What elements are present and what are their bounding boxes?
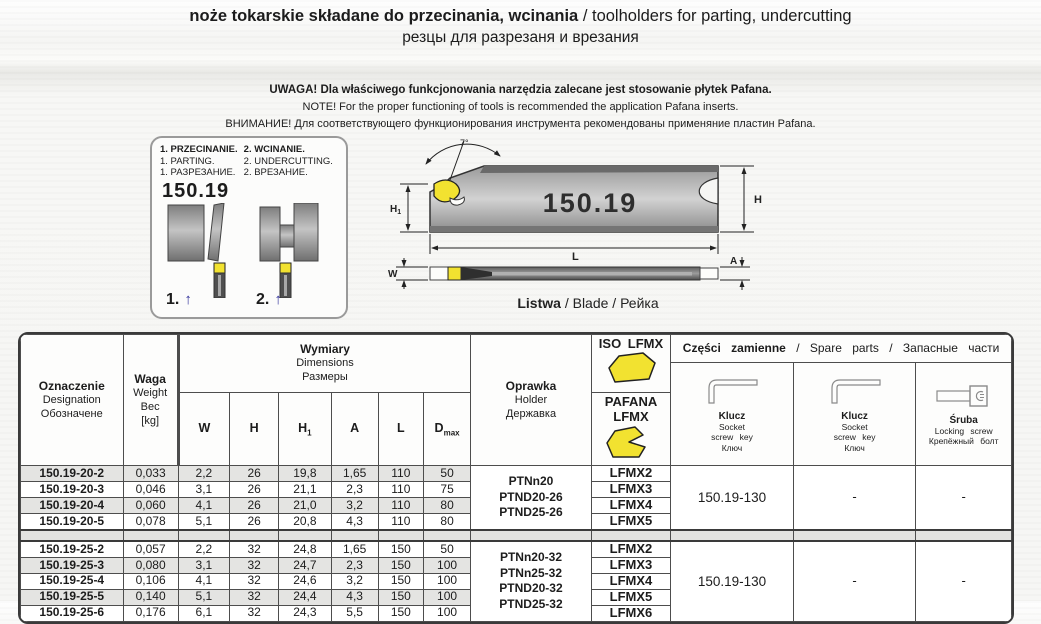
- operations-figure-box: [150, 136, 348, 319]
- operations-legend: [160, 144, 338, 179]
- blade-drawing-svg: [388, 136, 792, 324]
- designation-cell: 150.19-20-5: [21, 514, 124, 530]
- designation-cell: 150.19-25-3: [21, 557, 124, 573]
- dim-l-label: L: [572, 251, 579, 263]
- col-a: A: [331, 393, 378, 466]
- insert-cell: LFMX5: [591, 589, 670, 605]
- iso-insert-code: LFMX: [627, 336, 664, 351]
- title-polish: noże tokarskie składane do przecinania, wcinania: [189, 7, 579, 25]
- designation-cell: 150.19-25-5: [21, 589, 124, 605]
- blade-top-view: [430, 267, 718, 280]
- table-row: 150.19-20-4 0,060 4,1 26 21,0 3,2 110 80 LFMX4: [21, 498, 1012, 514]
- workpiece-disc-1: [168, 203, 224, 261]
- insert-cell: LFMX4: [591, 498, 670, 514]
- socket-key-2-cell: -: [793, 541, 916, 621]
- dim-h-label: H: [754, 194, 762, 206]
- operations-diagram: [160, 203, 340, 298]
- dim-h1-label: $H_1$: [390, 204, 402, 216]
- parting-tool-1: [214, 263, 225, 298]
- table-row: 150.19-25-6 0,176 6,1 32 24,3 5,5 150 100 LFMX6: [21, 605, 1012, 621]
- up-arrow-icon: ↑: [274, 291, 282, 308]
- insert-tip-1: [214, 263, 225, 273]
- angle-label: 7°: [460, 138, 469, 148]
- locking-screw-cell: -: [916, 541, 1012, 621]
- dim-a-label: A: [730, 256, 738, 267]
- designation-cell: 150.19-25-4: [21, 573, 124, 589]
- page-title: [0, 7, 1041, 47]
- op1-english: 1. PARTING.: [160, 155, 215, 167]
- notice-block: [0, 82, 1041, 132]
- designation-cell: 150.19-25-6: [21, 605, 124, 621]
- insert-cell: LFMX3: [591, 482, 670, 498]
- screw-icon: [931, 382, 997, 410]
- title-russian: резцы для разрезаня и врезания: [402, 29, 639, 46]
- hex-key-icon: [699, 375, 765, 405]
- title-line-main: [0, 7, 1041, 26]
- locking-screw-header: Śruba Locking screw Крепёжный болт: [916, 363, 1012, 466]
- table-row: 150.19-25-3 0,080 3,1 32 24,7 2,3 150 100 LFMX3: [21, 557, 1012, 573]
- table-row: 150.19-25-2 0,057 2,2 32 24,8 1,65 150 50 PTNn20-32 PTNn25-32 PTND20-32 PTND25-32 LFMX2 150.19-130 - -: [21, 541, 1012, 557]
- op1-russian: 1. РАЗРЕЗАНИЕ.: [160, 167, 236, 179]
- designation-cell: 150.19-20-4: [21, 498, 124, 514]
- blade-side-view: [430, 166, 718, 232]
- up-arrow-icon: ↑: [184, 291, 192, 308]
- socket-key-2-header: Klucz Socket screw key Ключ: [793, 363, 916, 466]
- holder-cell: PTNn20 PTND20-26 PTND25-26: [471, 466, 592, 530]
- table-row: 150.19-20-5 0,078 5,1 26 20,8 4,3 110 80 LFMX5: [21, 514, 1012, 530]
- col-h1: $H_1$: [279, 393, 331, 466]
- catalog-table: [18, 332, 1014, 624]
- hex-key-icon: [822, 375, 888, 405]
- insert-tip-2: [280, 263, 291, 273]
- holder-header: Oprawka Holder Державка: [471, 335, 592, 466]
- notice-polish: UWAGA! Dla właściwego funkcjonowania narzędzia zalecane jest stosowanie płytek Pafana.: [269, 84, 772, 96]
- dim-w: [396, 258, 428, 289]
- insert-cell: LFMX5: [591, 514, 670, 530]
- locking-screw-cell: -: [916, 466, 1012, 530]
- designation-header: Oznaczenie Designation Обозначене: [21, 335, 124, 466]
- iso-label: ISO: [598, 336, 622, 351]
- dim-h: [720, 166, 754, 232]
- blade-technical-drawing: [388, 136, 792, 324]
- model-number: 150.19: [162, 179, 230, 202]
- op2-english: 2. UNDERCUTTING.: [243, 155, 333, 167]
- insert-cell: LFMX6: [591, 605, 670, 621]
- op1-polish: 1. PRZECINANIE.: [160, 144, 238, 155]
- op2-polish: 2. WCINANIE.: [243, 144, 305, 155]
- notice-english: NOTE! For the proper functioning of tools is recommended the application Pafana inserts.: [302, 101, 739, 114]
- insert-cell: LFMX2: [591, 541, 670, 557]
- table-row: 150.19-20-2 0,033 2,2 26 19,8 1,65 110 50 PTNn20 PTND20-26 PTND25-26 LFMX2 150.19-130 - -: [21, 466, 1012, 482]
- pafana-insert-cell: [591, 393, 670, 466]
- socket-key-ref-cell: 150.19-130: [671, 541, 794, 621]
- figure-label-1: 1. ↑: [166, 291, 192, 308]
- table-row: 150.19-20-3 0,046 3,1 26 21,1 2,3 110 75 LFMX3: [21, 482, 1012, 498]
- weight-header: Waga Weight Вес [kg]: [123, 335, 178, 466]
- socket-key-1-header: Klucz Socket screw key Ключ: [671, 363, 794, 466]
- pafana-insert-icon: [601, 425, 661, 459]
- insert-cell: LFMX2: [591, 466, 670, 482]
- figure-label-2: 2. ↑: [256, 291, 282, 308]
- blade-caption: Listwa / Blade / Рейка: [517, 295, 659, 311]
- holder-cell: PTNn20-32 PTNn25-32 PTND20-32 PTND25-32: [471, 541, 592, 621]
- iso-insert-cell: [591, 335, 670, 393]
- designation-cell: 150.19-20-3: [21, 482, 124, 498]
- insert-cell: LFMX4: [591, 573, 670, 589]
- col-h: H: [230, 393, 279, 466]
- designation-cell: 150.19-20-2: [21, 466, 124, 482]
- col-dmax: $D_{max}$: [423, 393, 470, 466]
- op2-russian: 2. ВРЕЗАНИЕ.: [243, 167, 308, 179]
- notice-russian: ВНИМАНИЕ! Для соответствующего функционирования инструмента рекомендованы применяние пластин Pafana.: [225, 117, 816, 130]
- dim-h1: [400, 184, 428, 232]
- designation-cell: 150.19-25-2: [21, 541, 124, 557]
- header-row-1: [21, 335, 1012, 363]
- title-english: / toolholders for parting, undercutting: [578, 7, 852, 25]
- socket-key-2-cell: -: [793, 466, 916, 530]
- table-row: 150.19-25-5 0,140 5,1 32 24,4 4,3 150 100 LFMX5: [21, 589, 1012, 605]
- workpiece-grooved-2: [260, 203, 318, 261]
- blade-model-text: 150.19: [542, 188, 638, 218]
- pafana-insert-code: PAFANA LFMX: [604, 394, 658, 425]
- blade-spec-table: [20, 334, 1012, 622]
- iso-insert-icon: [601, 352, 661, 386]
- table-row: 150.19-25-4 0,106 4,1 32 24,6 3,2 150 100 LFMX4: [21, 573, 1012, 589]
- dim-w-label: W: [388, 269, 398, 280]
- socket-key-ref-cell: 150.19-130: [671, 466, 794, 530]
- col-w: W: [178, 393, 229, 466]
- group-separator-row: [21, 530, 1012, 541]
- parted-slice: [208, 203, 224, 261]
- insert-cell: LFMX3: [591, 557, 670, 573]
- spare-parts-header: Części zamienne / Spare parts / Запасные части: [671, 335, 1012, 363]
- dimensions-header: Wymiary Dimensions Размеры: [178, 335, 470, 393]
- col-l: L: [378, 393, 423, 466]
- insert-top-view: [448, 267, 461, 280]
